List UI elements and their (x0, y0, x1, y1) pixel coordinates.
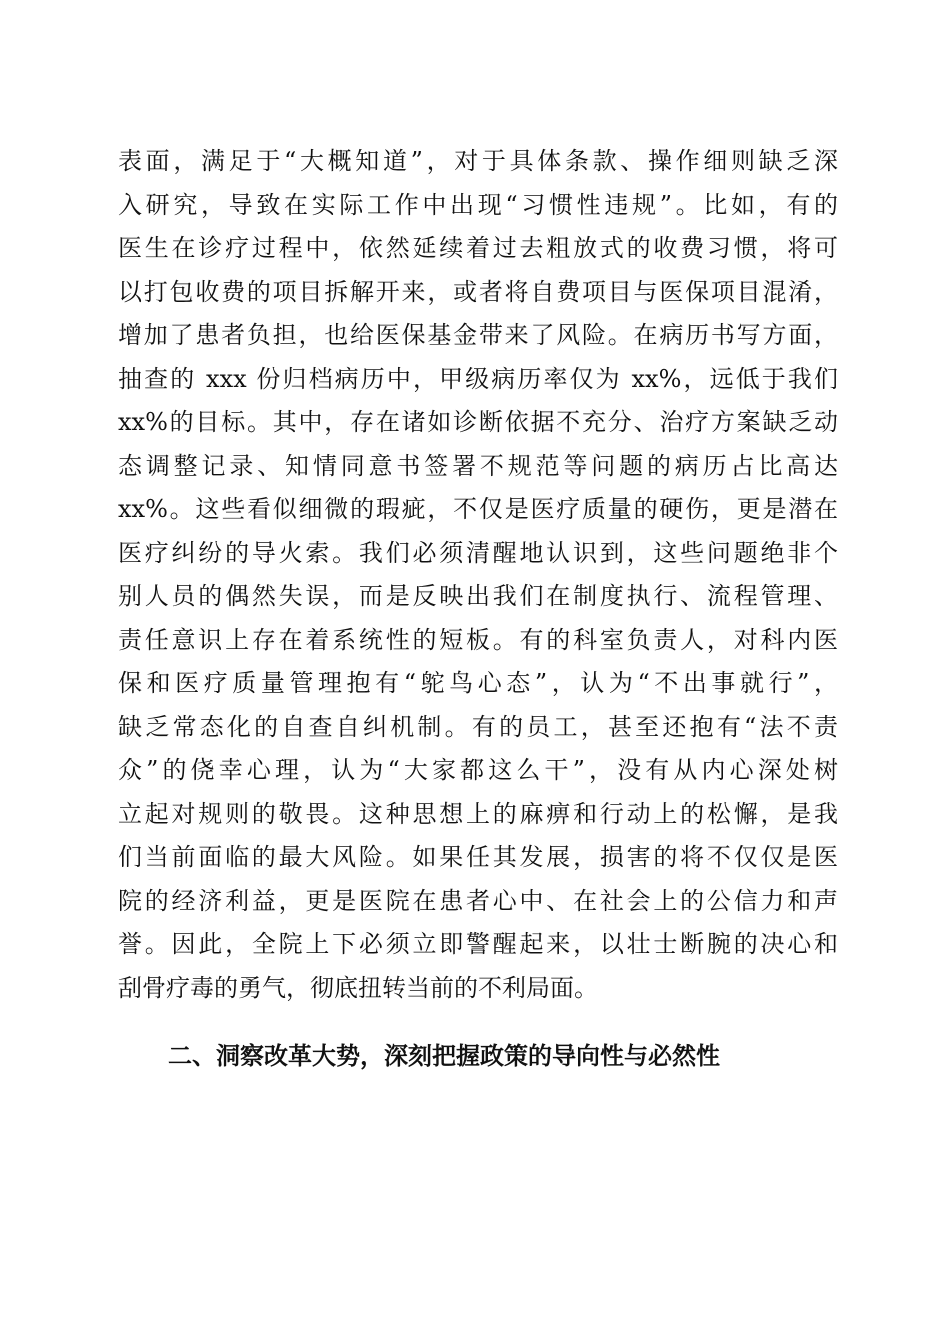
text-line: 以打包收费的项目拆解开来，或者将自费项目与医保项目混淆， (118, 277, 838, 306)
text-line: 增加了患者负担，也给医保基金带来了风险。在病历书写方面， (118, 321, 838, 349)
text-line: 医生在诊疗过程中，依然延续着过去粗放式的收费习惯，将可 (118, 234, 838, 262)
text-line: xx%的目标。其中，存在诸如诊断依据不充分、治疗方案缺乏动 (118, 408, 838, 436)
text-line: xx%。这些看似细微的瑕疵，不仅是医疗质量的硬伤，更是潜在 (118, 495, 838, 523)
text-line: 院的经济利益，更是医院在患者心中、在社会上的公信力和声 (118, 886, 838, 915)
section-heading: 二、洞察改革大势，深刻把握政策的导向性与必然性 (168, 1042, 720, 1070)
text-line: 缺乏常态化的自查自纠机制。有的员工，甚至还抱有“法不责 (118, 712, 838, 741)
text-line: 们当前面临的最大风险。如果任其发展，损害的将不仅仅是医 (118, 843, 838, 871)
text-line: 医疗纠纷的导火索。我们必须清醒地认识到，这些问题绝非个 (118, 538, 838, 567)
text-line: 抽查的 xxx 份归档病历中，甲级病历率仅为 xx%，远低于我们 (118, 364, 838, 393)
text-line: 责任意识上存在着系统性的短板。有的科室负责人，对科内医 (118, 625, 838, 654)
text-line: 刮骨疗毒的勇气，彻底扭转当前的不利局面。 (118, 973, 598, 1002)
text-line: 誉。因此，全院上下必须立即警醒起来，以壮士断腕的决心和 (118, 930, 838, 958)
text-line: 立起对规则的敬畏。这种思想上的麻痹和行动上的松懈，是我 (118, 799, 838, 828)
text-line: 众”的侥幸心理，认为“大家都这么干”，没有从内心深处树 (118, 756, 838, 784)
text-line: 入研究，导致在实际工作中出现“习惯性违规”。比如，有的 (118, 190, 838, 219)
text-line: 别人员的偶然失误，而是反映出我们在制度执行、流程管理、 (118, 582, 838, 610)
text-line: 态调整记录、知情同意书签署不规范等问题的病历占比高达 (118, 451, 838, 480)
text-line: 保和医疗质量管理抱有“鸵鸟心态”，认为“不出事就行”， (118, 669, 838, 697)
body-paragraph (118, 140, 838, 1010)
text-line: 表面，满足于“大概知道”，对于具体条款、操作细则缺乏深 (118, 147, 838, 175)
